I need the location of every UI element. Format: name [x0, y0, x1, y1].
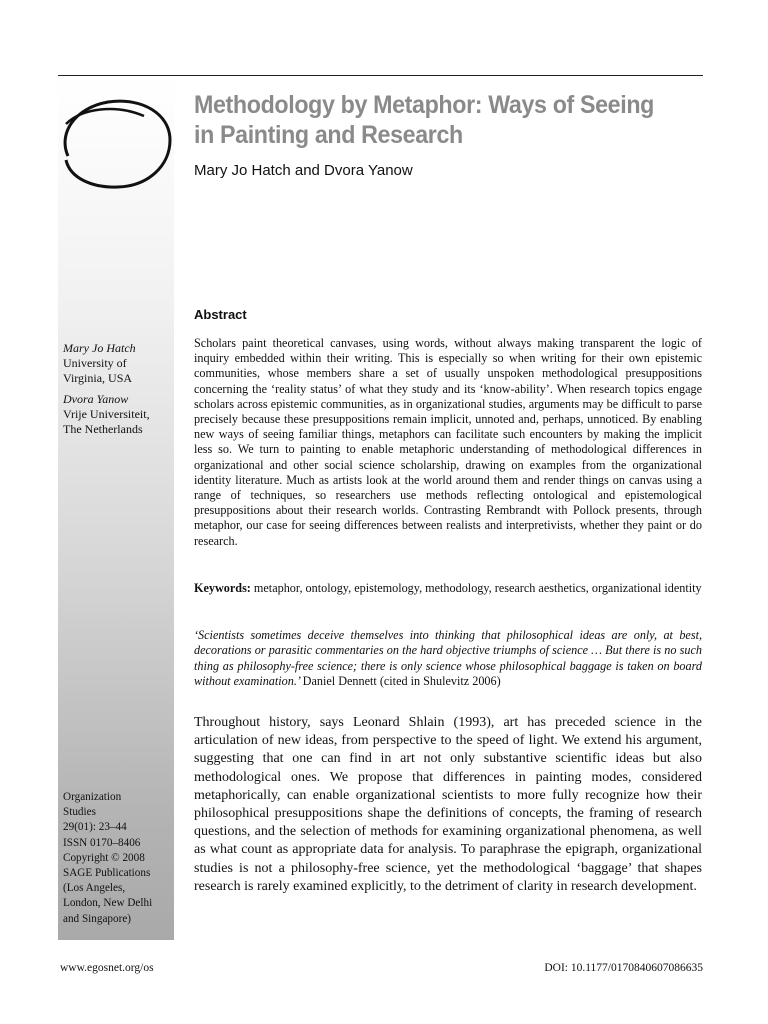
footer-doi: DOI: 10.1177/0170840607086635	[544, 962, 703, 974]
affiliation-institution: Virginia, USA	[63, 371, 133, 385]
journal-info-line: Studies	[63, 806, 96, 819]
affiliation-institution: The Netherlands	[63, 422, 143, 436]
abstract-heading: Abstract	[194, 307, 247, 322]
journal-info-line: and Singapore)	[63, 912, 132, 925]
body-paragraph: Throughout history, says Leonard Shlain (1993), art has preceded science in the articulation of new ideas, from perspective to the speed of light. We extend his argument, suggesting that one can find in art not only substantive scientific ideas but also methodological ones. We propose that differences in painting modes, considered metaphorically, can enable organizational scientists to more fully recognize how their philosophical presuppositions shape the definitions of concepts, the framing of research questions, and the selection of methods for examining organizational phenomena, as well as what count as appropriate data for analysis. To paraphrase the epigraph, organizational studies is not a philosophy-free science, yet the methodological ‘baggage’ that shapes research is rarely examined explicitly, to the detriment of clarity in research development.	[194, 715, 702, 894]
keywords	[194, 581, 702, 596]
journal-info-line: SAGE Publications	[63, 867, 151, 880]
journal-logo-icon	[56, 94, 176, 194]
footer-website: www.egosnet.org/os	[60, 962, 154, 974]
journal-info-line: Organization	[63, 791, 122, 803]
journal-info-line: ISSN 0170–8406	[63, 836, 141, 849]
journal-info-line: London, New Delhi	[63, 897, 153, 910]
journal-info	[63, 790, 173, 927]
epigraph-attribution: Daniel Dennett (cited in Shulevitz 2006)	[302, 674, 501, 689]
keywords-list: metaphor, ontology, epistemology, methodology, research aesthetics, organizational identity	[253, 581, 702, 595]
affiliation-name: Mary Jo Hatch	[63, 341, 136, 355]
abstract-text: Scholars paint theoretical canvases, using words, without always making transparent the logic of inquiry embedded within their writing. This is especially so when writing for their own epistemic communities, whose members share a set of usually unspoken methodological presuppositions concerning the ‘reality status’ of what they study and its ‘know-ability’. When research topics engage scholars across epistemic communities, as in organizational studies, arguments may be difficult to parse precisely because these presuppositions remain implicit, unnoted and, perhaps, unnoticed. By enabling new ways of seeing familiar things, metaphors can facilitate such encounters by making the implicit less so. We turn to painting to enable metaphoric understanding of methodological differences in organizational and other social science scholarship, drawing on examples from the organizational identity literature. Much as artists look at the world around them and render things on canvas using a range of techniques, so researchers use methods reflecting ontological and epistemological presuppositions about their research worlds. Contrasting Rembrandt with Pollock presents, through metaphor, our case for seeing differences between realists and interpretivists, whether they paint or do research.	[194, 336, 702, 548]
article-title: Methodology by Metaphor: Ways of Seeing in Painting and Research	[194, 91, 654, 149]
epigraph	[194, 628, 702, 690]
journal-info-line: 29(01): 23–44	[63, 821, 127, 834]
article-authors: Mary Jo Hatch and Dvora Yanow	[194, 162, 413, 179]
affiliation-institution: Vrije Universiteit,	[63, 407, 150, 421]
journal-info-line: (Los Angeles,	[63, 882, 126, 895]
affiliation-hatch	[63, 341, 173, 386]
journal-info-line: Copyright © 2008	[63, 851, 145, 864]
affiliation-yanow	[63, 392, 173, 437]
author-affiliations	[63, 341, 173, 443]
affiliation-institution: University of	[63, 356, 127, 370]
affiliation-name: Dvora Yanow	[63, 392, 129, 406]
keywords-label: Keywords:	[194, 581, 254, 595]
epigraph-quote: ‘Scientists sometimes deceive themselves into thinking that philosophical ideas are only, at best, decorations or parasitic commentaries on the hard objective triumphs of science … But there is no such thing as philosophy-free science; there is only science whose philosophical baggage is taken on board without examination.’	[194, 628, 702, 689]
